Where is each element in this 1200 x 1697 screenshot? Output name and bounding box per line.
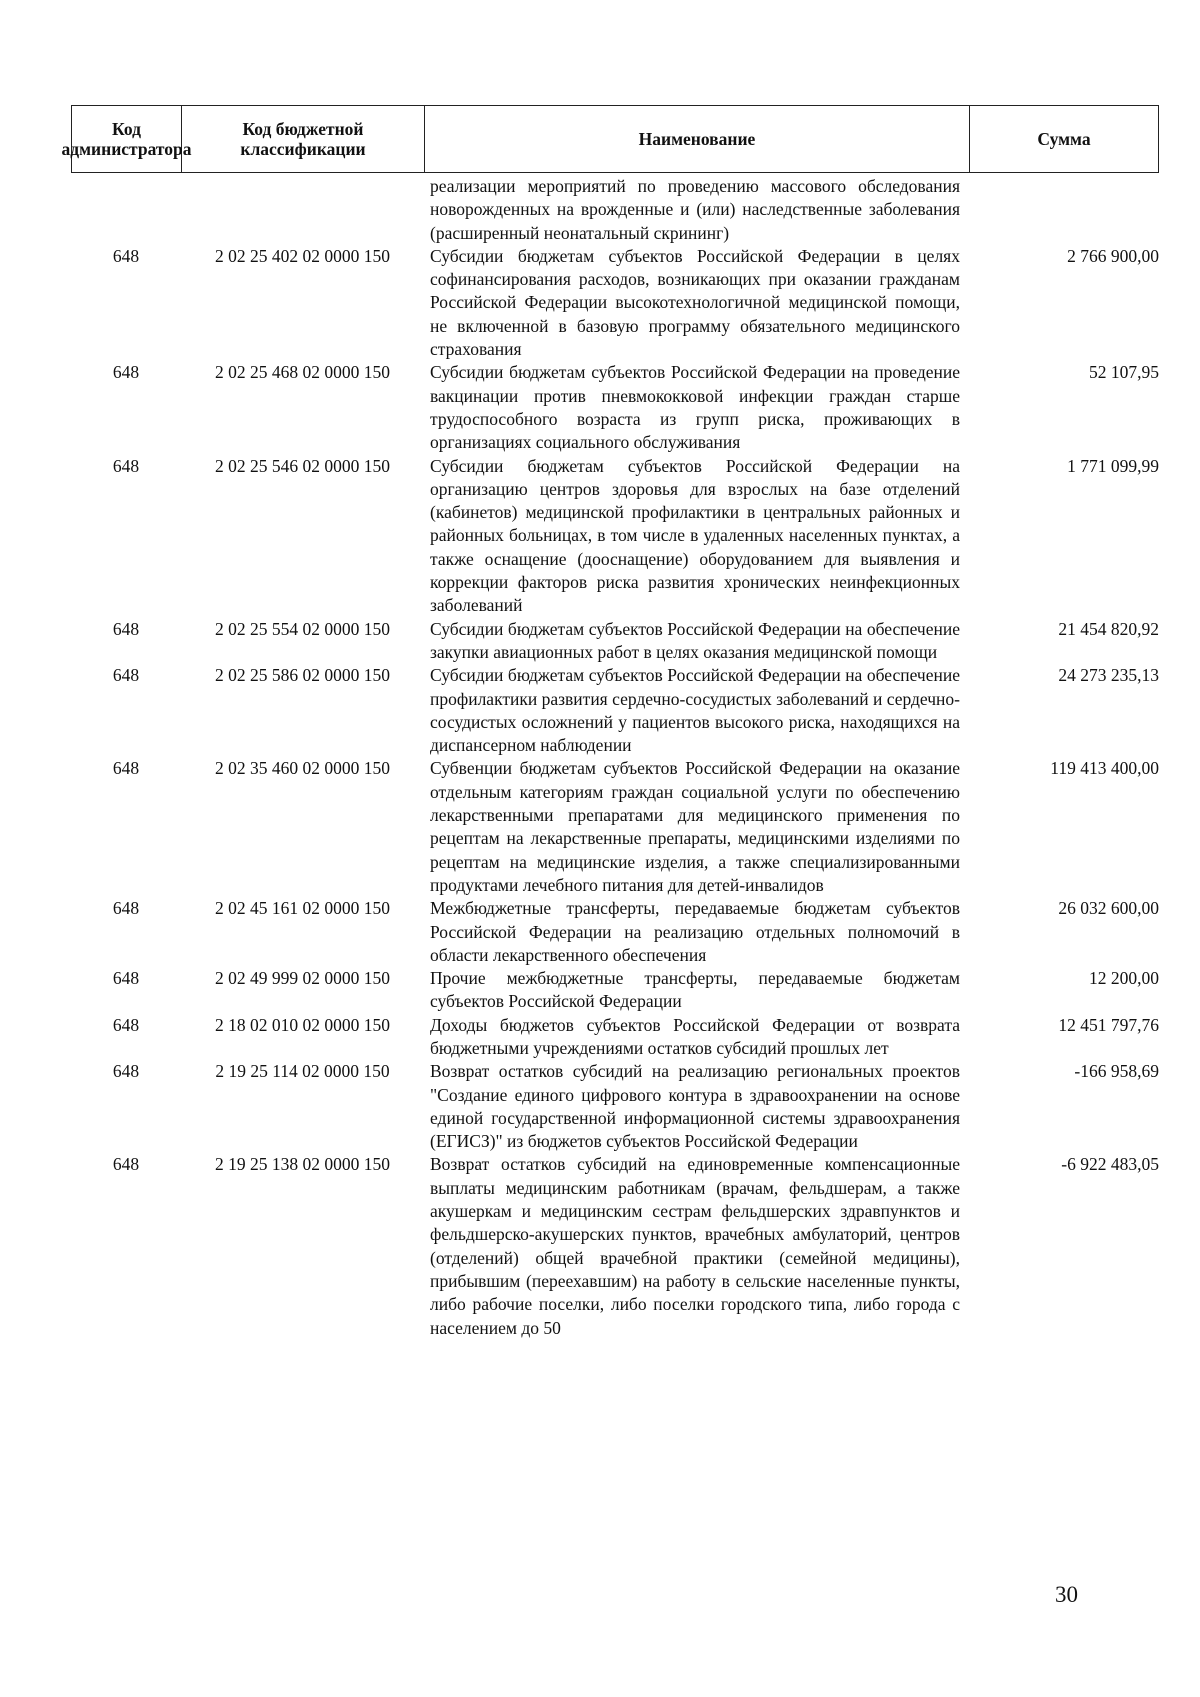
- sum-cell: 12 200,00: [1089, 968, 1159, 989]
- header-name: Наименование: [425, 106, 970, 172]
- sum-cell: 24 273 235,13: [1058, 665, 1159, 686]
- admin-code-cell: 648: [112, 618, 140, 639]
- table-row: [71, 455, 1159, 618]
- name-cell: Субсидии бюджетам субъектов Российской Федерации на обеспечение профилактики развития сердечно-сосудистых заболеваний и сердечно-сосудистых осложнений у пациентов высокого риска, находящихся на диспансерном наблюдении: [430, 665, 960, 756]
- name-cell: Возврат остатков субсидий на реализацию региональных проектов "Создание единого цифрового контура в здравоохранении на основе единой государственной информационной системы здравоохранения (ЕГИСЗ)" из бюджетов субъектов Российской Федерации: [430, 1061, 960, 1152]
- table-row: [71, 897, 1159, 967]
- table-header: [61, 105, 1159, 173]
- budget-code-cell: 2 02 25 554 02 0000 150: [215, 618, 390, 639]
- sum-cell: 12 451 797,76: [1058, 1014, 1159, 1035]
- table-row: [71, 618, 1159, 665]
- name-cell: Субсидии бюджетам субъектов Российской Федерации в целях софинансирования расходов, возникающих при оказании гражданам Российской Федерации высокотехнологичной медицинской помощи, не включенной в базовую программу обязательного медицинского страхования: [430, 245, 960, 360]
- name-cell: Субвенции бюджетам субъектов Российской Федерации на оказание отдельным категориям граждан социальной услуги по обеспечению лекарственными препаратами для медицинского применения по рецептам на лекарственные препараты, медицинскими изделиями по рецептам на медицинские изделия, а также специализированными продуктами лечебного питания для детей-инвалидов: [430, 758, 960, 895]
- name-cell: Субсидии бюджетам субъектов Российской Федерации на обеспечение закупки авиационных работ в целях оказания медицинской помощи: [430, 618, 960, 662]
- budget-code-cell: 2 19 25 114 02 0000 150: [215, 1061, 390, 1082]
- table-row: [71, 1153, 1159, 1339]
- admin-code-cell: 648: [112, 1014, 140, 1035]
- table-row: [71, 757, 1159, 897]
- budget-code-cell: 2 18 02 010 02 0000 150: [215, 1014, 390, 1035]
- budget-code-cell: 2 02 25 546 02 0000 150: [215, 455, 390, 476]
- table-row: [71, 664, 1159, 757]
- admin-code-cell: 648: [112, 1154, 140, 1175]
- admin-code-cell: 648: [112, 898, 140, 919]
- sum-cell: 119 413 400,00: [1050, 758, 1159, 779]
- continuation-text: реализации мероприятий по проведению массового обследования новорожденных на врожденные и (или) наследственные заболевания (расширенный неонатальный скрининг): [430, 176, 960, 243]
- header-budget-code: Код бюджетной классификации: [182, 106, 425, 172]
- table-row: [71, 1060, 1159, 1153]
- budget-code-cell: 2 02 49 999 02 0000 150: [215, 968, 390, 989]
- name-cell: Субсидии бюджетам субъектов Российской Федерации на организацию центров здоровья для взрослых на базе отделений (кабинетов) медицинской профилактики в центральных районных и районных больницах, в том числе в удаленных населенных пунктах, а также оснащение (дооснащение) оборудованием для выявления и коррекции факторов риска развития хронических неинфекционных заболеваний: [430, 455, 960, 616]
- table-row: [71, 245, 1159, 361]
- admin-code-cell: 648: [112, 455, 140, 476]
- sum-cell: 52 107,95: [1089, 362, 1159, 383]
- admin-code-cell: 648: [112, 968, 140, 989]
- header-sum: Сумма: [1037, 129, 1091, 149]
- header-admin-code: Код администратора: [72, 106, 182, 172]
- sum-cell: 26 032 600,00: [1058, 898, 1159, 919]
- budget-code-cell: 2 02 25 402 02 0000 150: [215, 245, 390, 266]
- budget-code-cell: 2 02 25 468 02 0000 150: [215, 362, 390, 383]
- admin-code-cell: 648: [112, 362, 140, 383]
- budget-code-cell: 2 02 35 460 02 0000 150: [215, 758, 390, 779]
- table-body: [71, 175, 1159, 1340]
- name-cell: Прочие межбюджетные трансферты, передаваемые бюджетам субъектов Российской Федерации: [430, 968, 960, 1012]
- name-cell: Субсидии бюджетам субъектов Российской Федерации на проведение вакцинации против пневмококковой инфекции граждан старше трудоспособного возраста из групп риска, проживающих в организациях социального обслуживания: [430, 362, 960, 453]
- table-row: [71, 967, 1159, 1014]
- continuation-row: [71, 175, 1159, 245]
- sum-cell: 1 771 099,99: [1067, 455, 1159, 476]
- name-cell: Возврат остатков субсидий на единовременные компенсационные выплаты медицинским работникам (врачам, фельдшерам, а также акушеркам и медицинским сестрам фельдшерских здравпунктов и фельдшерско-акушерских пунктов, врачебных амбулаторий, центров (отделений) общей врачебной практики (семейной медицины), прибывшим (переехавшим) на работу в сельские населенные пункты, либо рабочие поселки, либо поселки городского типа, либо города с населением до 50: [430, 1154, 960, 1338]
- admin-code-cell: 648: [112, 758, 140, 779]
- admin-code-cell: 648: [112, 1061, 140, 1082]
- name-cell: Межбюджетные трансферты, передаваемые бюджетам субъектов Российской Федерации на реализацию отдельных полномочий в области лекарственного обеспечения: [430, 898, 960, 965]
- page-number: 30: [1055, 1582, 1078, 1607]
- admin-code-cell: 648: [112, 665, 140, 686]
- sum-cell: 21 454 820,92: [1058, 618, 1159, 639]
- sum-cell: -166 958,69: [1074, 1061, 1159, 1082]
- sum-cell: -6 922 483,05: [1061, 1154, 1159, 1175]
- budget-code-cell: 2 02 25 586 02 0000 150: [215, 665, 390, 686]
- table-row: [71, 361, 1159, 454]
- table-row: [71, 1014, 1159, 1061]
- admin-code-cell: 648: [112, 245, 140, 266]
- budget-code-cell: 2 19 25 138 02 0000 150: [215, 1154, 390, 1175]
- name-cell: Доходы бюджетов субъектов Российской Федерации от возврата бюджетными учреждениями остатков субсидий прошлых лет: [430, 1014, 960, 1058]
- sum-cell: 2 766 900,00: [1067, 245, 1159, 266]
- budget-code-cell: 2 02 45 161 02 0000 150: [215, 898, 390, 919]
